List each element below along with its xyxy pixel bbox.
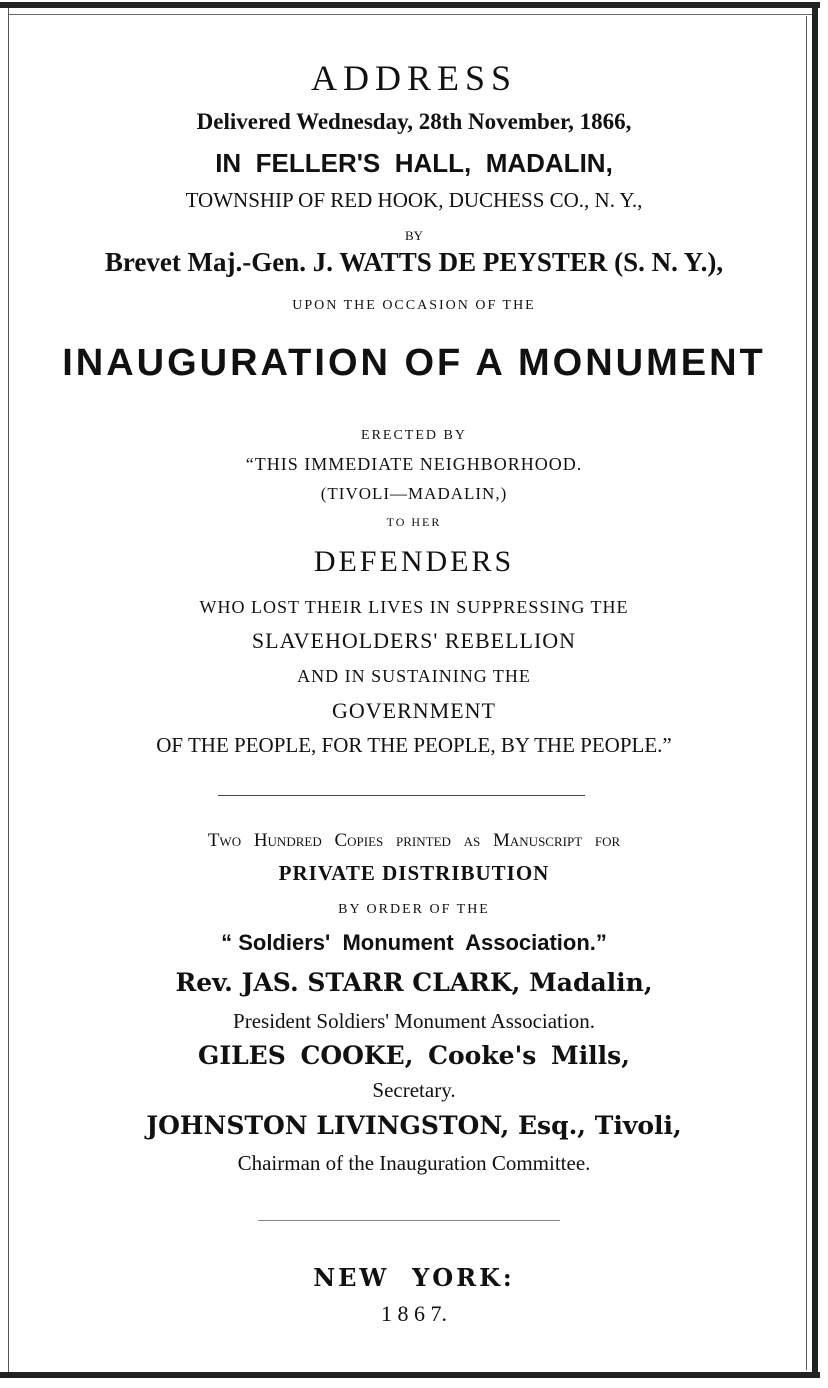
neighborhood: “THIS IMMEDIATE NEIGHBORHOOD. xyxy=(245,454,583,474)
page-border-bottom xyxy=(0,1372,820,1378)
delivered-date: Delivered Wednesday, 28th November, 1866, xyxy=(196,109,632,134)
divider-bottom xyxy=(258,1220,560,1221)
government: GOVERNMENT xyxy=(332,698,496,723)
copies: Two Hundred Copies printed as Manuscript for xyxy=(207,830,621,851)
venue: IN FELLER'S HALL, MADALIN, xyxy=(215,148,613,178)
page-border-top xyxy=(0,2,820,8)
imprint-place: NEW YORK: xyxy=(313,1263,515,1292)
imprint-year: 1 8 6 7. xyxy=(381,1301,447,1326)
private-distribution: PRIVATE DISTRIBUTION xyxy=(278,861,550,885)
rebellion: SLAVEHOLDERS' REBELLION xyxy=(251,628,577,653)
sustaining: AND IN SUSTAINING THE xyxy=(297,666,531,686)
by-order: BY ORDER OF THE xyxy=(338,902,490,917)
township: TOWNSHIP OF RED HOOK, DUCHESS CO., N. Y., xyxy=(185,188,643,212)
secretary-name: GILES COOKE, Cooke's Mills, xyxy=(198,1041,630,1070)
association: “ Soldiers' Monument Association.” xyxy=(221,930,607,955)
who-lost: WHO LOST THEIR LIVES IN SUPPRESSING THE xyxy=(199,597,629,617)
erected-by: ERECTED BY xyxy=(361,428,467,443)
page-border-top-inner xyxy=(8,14,814,15)
to-her: TO HER xyxy=(386,515,442,529)
defenders: DEFENDERS xyxy=(313,545,515,578)
people: OF THE PEOPLE, FOR THE PEOPLE, BY THE PEOPLE.” xyxy=(156,733,672,757)
divider xyxy=(218,795,585,796)
chairman-role: Chairman of the Inauguration Committee. xyxy=(237,1151,591,1175)
president-name: Rev. JAS. STARR CLARK, Madalin, xyxy=(175,968,653,997)
by-label: BY xyxy=(404,228,424,243)
author: Brevet Maj.-Gen. J. WATTS DE PEYSTER (S. N. Y.), xyxy=(104,247,724,277)
occasion: UPON THE OCCASION OF THE xyxy=(292,298,536,313)
secretary-role: Secretary. xyxy=(372,1078,456,1102)
title: ADDRESS xyxy=(310,58,518,98)
inauguration-heading: INAUGURATION OF A MONUMENT xyxy=(62,342,766,384)
chairman-name: JOHNSTON LIVINGSTON, Esq., Tivoli, xyxy=(146,1111,682,1140)
tivoli: (TIVOLI—MADALIN,) xyxy=(320,484,508,503)
president-role: President Soldiers' Monument Association. xyxy=(233,1009,595,1033)
